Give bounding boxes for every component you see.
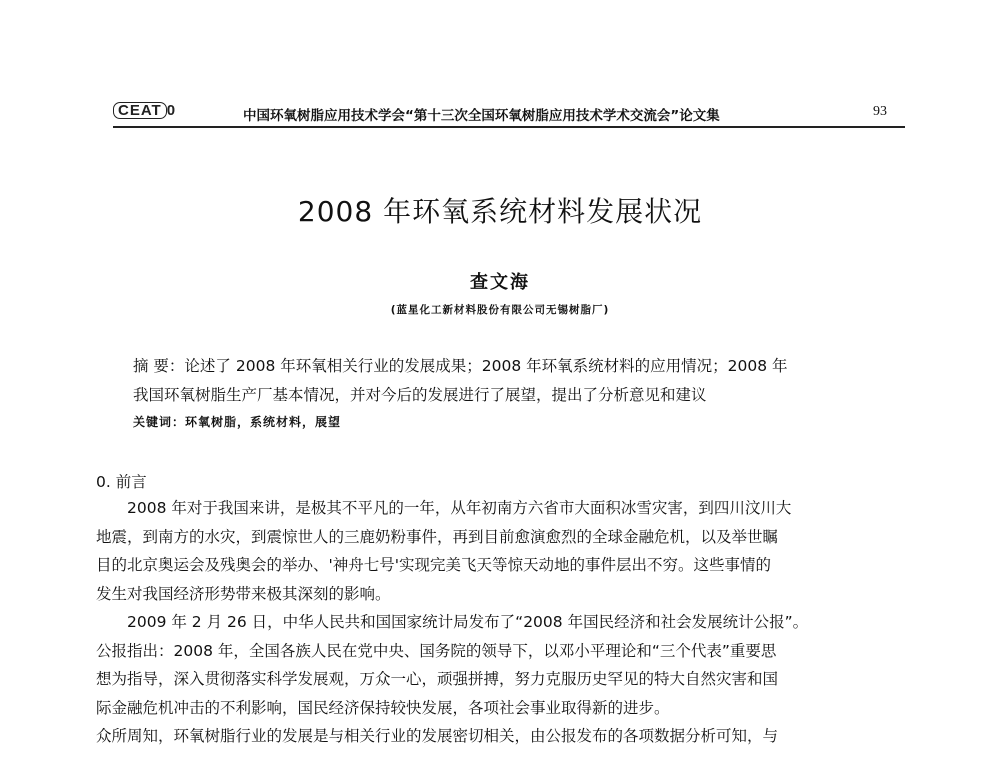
abstract-line: 我国环氧树脂生产厂基本情况，并对今后的发展进行了展望，提出了分析意见和建议 [133, 386, 707, 404]
body-line: 公报指出：2008 年，全国各族人民在党中央、国务院的领导下，以邓小平理论和“三个代表”重要思 [96, 641, 777, 660]
body-line: 地震，到南方的水灾，到震惊世人的三鹿奶粉事件，再到目前愈演愈烈的全球金融危机，以及举世瞩 [96, 527, 779, 546]
conference-logo [113, 102, 176, 119]
abstract-line: 摘 要：论述了 2008 年环氧相关行业的发展成果；2008 年环氧系统材料的应用情况；2008 年 [133, 357, 788, 375]
section-heading: 0. 前言 [96, 473, 147, 491]
body-line: 2008 年对于我国来讲，是极其不平凡的一年，从年初南方六省市大面积冰雪灾害，到四川汶川大 [127, 499, 792, 517]
body-line: 2009 年 2 月 26 日，中华人民共和国国家统计局发布了“2008 年国民经济和社会发展统计公报”。 [127, 613, 809, 631]
body-line: 众所周知，环氧树脂行业的发展是与相关行业的发展密切相关，由公报发布的各项数据分析可知，与 [96, 727, 779, 745]
page-number: 93 [873, 104, 887, 119]
body-line: 目的北京奥运会及残奥会的举办、'神舟七号'实现完美飞天等惊天动地的事件层出不穷。这些事情的 [96, 556, 772, 574]
conference-logo-text: CEAT [113, 102, 167, 119]
abstract [133, 352, 893, 410]
keywords: 关键词：环氧树脂，系统材料，展望 [133, 415, 342, 429]
running-title: 中国环氧树脂应用技术学会“第十三次全国环氧树脂应用技术学术交流会”论文集 [243, 108, 720, 124]
conference-logo-suffix: 0 [166, 102, 177, 119]
section-body [96, 494, 911, 751]
body-line: 想为指导，深入贯彻落实科学发展观，万众一心，顽强拼搏，努力克服历史罕见的特大自然灾害和国 [96, 670, 779, 688]
body-line: 际金融危机冲击的不利影响，国民经济保持较快发展，各项社会事业取得新的进步。 [96, 698, 670, 717]
body-line: 发生对我国经济形势带来极其深刻的影响。 [96, 584, 391, 603]
paper-title: 2008 年环氧系统材料发展状况 [297, 195, 703, 228]
running-header [113, 100, 905, 128]
author-name: 查文海 [470, 272, 530, 293]
author-affiliation: (蓝星化工新材料股份有限公司无锡树脂厂) [390, 304, 610, 316]
